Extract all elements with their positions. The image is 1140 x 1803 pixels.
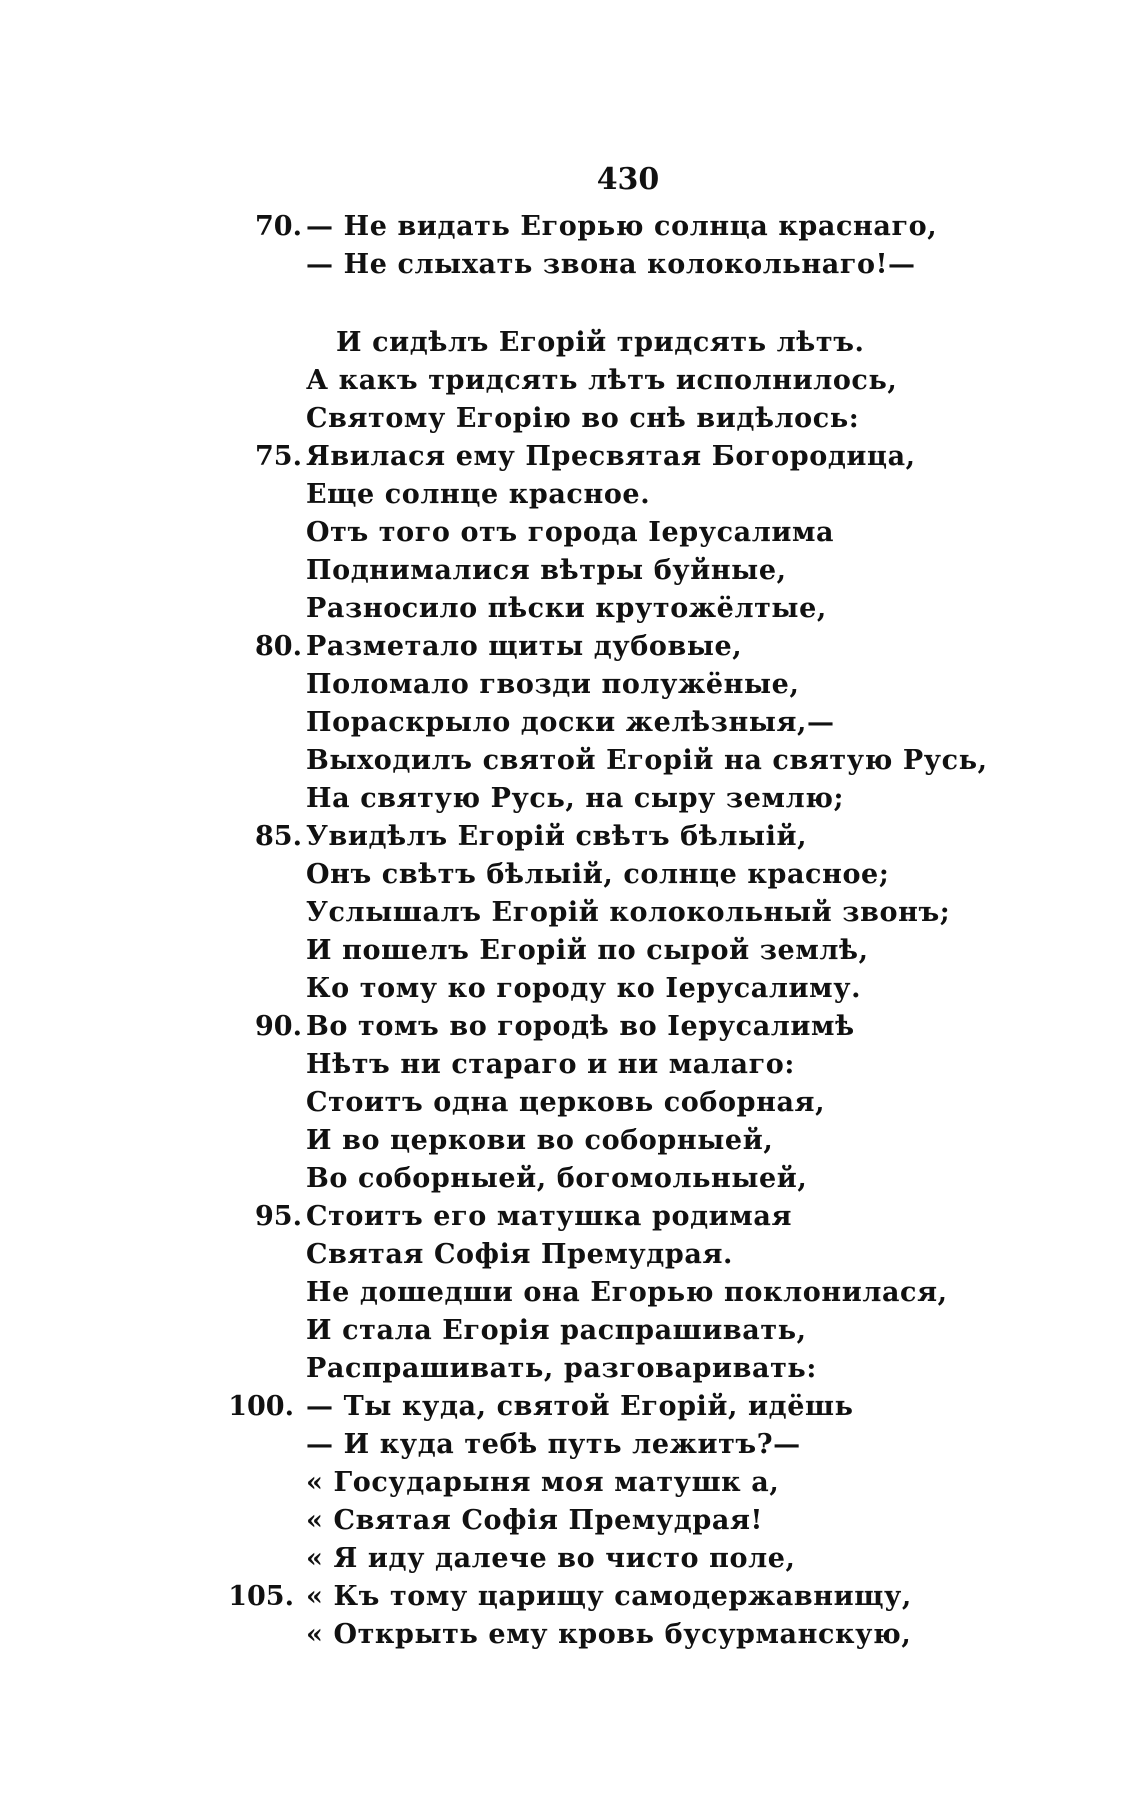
- verse-line: Услышалъ Егорій колокольный звонъ;: [306, 897, 951, 928]
- verse-line: На святую Русь, на сыру землю;: [306, 783, 845, 814]
- verse-line: Нѣтъ ни стараго и ни малаго:: [306, 1049, 795, 1080]
- verse-line: — Не слыхать звона колокольнаго!—: [306, 249, 916, 280]
- line-number: 70.: [255, 211, 302, 242]
- verse-line: Стоитъ его матушка родимая: [306, 1201, 793, 1232]
- verse-line: Явилася ему Пресвятая Богородица,: [306, 441, 916, 472]
- verse-line: Выходилъ святой Егорій на святую Русь,: [306, 745, 988, 776]
- verse-line: Святая Софія Премудрая.: [306, 1239, 734, 1270]
- line-number: 85.: [255, 821, 302, 852]
- verse-line: Разметало щиты дубовые,: [306, 631, 743, 662]
- verse-line: « Открыть ему кровь бусурманскую,: [306, 1619, 912, 1650]
- line-number: 95.: [255, 1201, 302, 1232]
- line-number: 100.: [228, 1391, 294, 1422]
- verse-line: — Не видать Егорью солнца краснаго,: [306, 211, 938, 242]
- verse-line: И пошелъ Егорій по сырой землѣ,: [306, 935, 869, 966]
- verse-line: — Ты куда, святой Егорій, идёшь: [306, 1391, 854, 1422]
- verse-line: Стоитъ одна церковь соборная,: [306, 1087, 826, 1118]
- verse-line: Онъ свѣтъ бѣлыій, солнце красное;: [306, 859, 890, 890]
- verse-line: — И куда тебѣ путь лежитъ?—: [306, 1429, 801, 1460]
- verse-line: И сидѣлъ Егорій тридсять лѣтъ.: [336, 327, 865, 358]
- line-number: 75.: [255, 441, 302, 472]
- verse-line: Не дошедши она Егорью поклонилася,: [306, 1277, 948, 1308]
- verse-line: Пораскрыло доски желѣзныя,—: [306, 707, 835, 738]
- verse-line: Поломало гвозди полужёные,: [306, 669, 800, 700]
- verse-line: « Государыня моя матушк а,: [306, 1467, 780, 1498]
- verse-line: Во соборныей, богомольныей,: [306, 1163, 808, 1194]
- verse-line: И во церкови во соборныей,: [306, 1125, 774, 1156]
- verse-line: Во томъ во городѣ во Іерусалимѣ: [306, 1011, 855, 1042]
- verse-line: Ко тому ко городу ко Іерусалиму.: [306, 973, 862, 1004]
- verse-line: Увидѣлъ Егорій свѣтъ бѣлыій,: [306, 821, 808, 852]
- verse-line: « Къ тому царищу самодержавнищу,: [306, 1581, 912, 1612]
- line-number: 80.: [255, 631, 302, 662]
- verse-line: Поднималися вѣтры буйные,: [306, 555, 787, 586]
- verse-line: « Я иду далече во чисто поле,: [306, 1543, 796, 1574]
- verse-line: Еще солнце красное.: [306, 479, 651, 510]
- verse-line: Разносило пѣски крутожёлтые,: [306, 593, 827, 624]
- verse-line: Распрашивать, разговаривать:: [306, 1353, 817, 1384]
- verse-line: « Святая Софія Премудрая!: [306, 1505, 763, 1536]
- page-number: 430: [596, 162, 660, 197]
- line-number: 90.: [255, 1011, 302, 1042]
- verse-line: Отъ того отъ города Іерусалима: [306, 517, 835, 548]
- verse-line: А какъ тридсять лѣтъ исполнилось,: [306, 365, 898, 396]
- line-number: 105.: [228, 1581, 294, 1612]
- verse-line: И стала Егорія распрашивать,: [306, 1315, 807, 1346]
- verse-line: Святому Егорію во снѣ видѣлось:: [306, 403, 860, 434]
